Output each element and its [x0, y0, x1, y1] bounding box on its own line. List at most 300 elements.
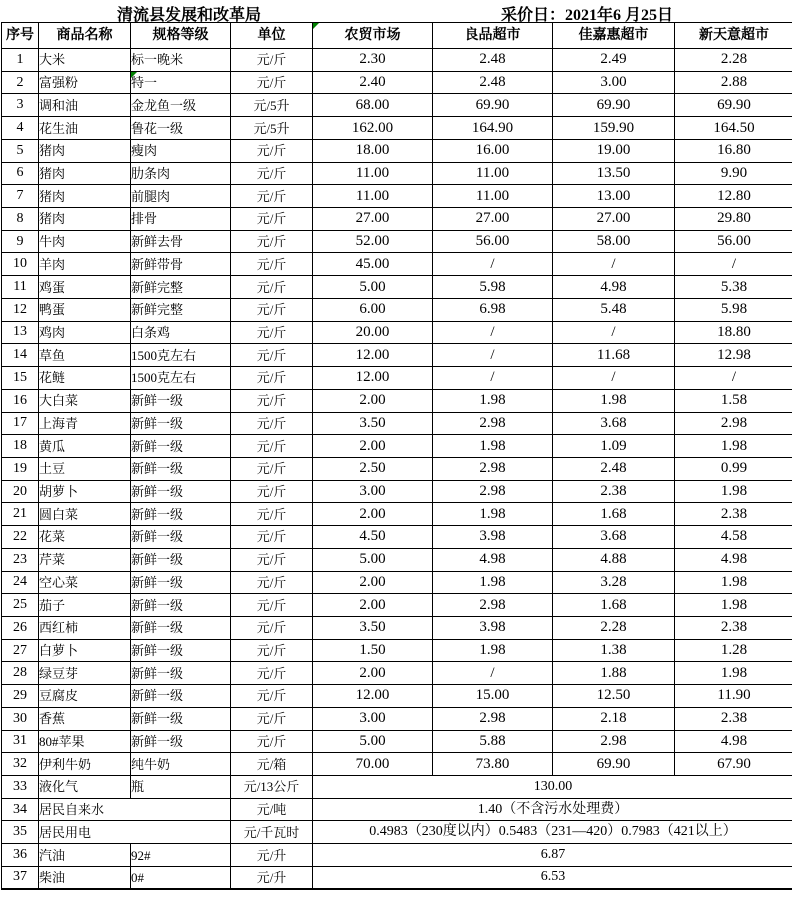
table-row: [2, 253, 792, 276]
cell-price-liangpin-supermarket: 73.80: [433, 753, 553, 776]
cell-price-liangpin-supermarket: 2.48: [433, 71, 553, 94]
cell-price-xintianyi-supermarket: 1.98: [675, 594, 792, 617]
cell-index: 25: [2, 594, 39, 617]
cell-price-xintianyi-supermarket: 56.00: [675, 230, 792, 253]
cell-unit: 元/5升: [231, 94, 313, 117]
cell-product-name: 花生油: [39, 117, 131, 140]
document-header: [0, 0, 792, 22]
cell-spec-grade: 排骨: [131, 208, 231, 231]
cell-spec-grade: 肋条肉: [131, 162, 231, 185]
cell-price-liangpin-supermarket: 6.98: [433, 298, 553, 321]
cell-price-jiajiahui-supermarket: 5.48: [553, 298, 675, 321]
cell-unit: 元/吨: [231, 798, 313, 821]
cell-price-liangpin-supermarket: 1.98: [433, 389, 553, 412]
cell-price-farmers-market: 11.00: [313, 162, 433, 185]
cell-price-farmers-market: 3.00: [313, 480, 433, 503]
cell-merged-price: 0.4983（230度以内）0.5483（231—420）0.7983（421以上）: [313, 821, 792, 844]
cell-unit: 元/斤: [231, 594, 313, 617]
cell-price-xintianyi-supermarket: 2.38: [675, 616, 792, 639]
cell-unit: 元/斤: [231, 730, 313, 753]
cell-product-name: 草鱼: [39, 344, 131, 367]
table-row: [2, 707, 792, 730]
cell-unit: 元/斤: [231, 321, 313, 344]
table-row: [2, 321, 792, 344]
cell-price-liangpin-supermarket: 69.90: [433, 94, 553, 117]
table-row: [2, 457, 792, 480]
cell-index: 9: [2, 230, 39, 253]
cell-unit: 元/斤: [231, 548, 313, 571]
cell-price-xintianyi-supermarket: 5.38: [675, 276, 792, 299]
cell-product-name: 鸡蛋: [39, 276, 131, 299]
table-row: [2, 730, 792, 753]
table-row: [2, 753, 792, 776]
cell-price-jiajiahui-supermarket: 1.68: [553, 503, 675, 526]
cell-unit: 元/斤: [231, 526, 313, 549]
cell-price-jiajiahui-supermarket: /: [553, 253, 675, 276]
cell-unit: 元/斤: [231, 616, 313, 639]
cell-price-xintianyi-supermarket: 12.98: [675, 344, 792, 367]
cell-index: 2: [2, 71, 39, 94]
cell-unit: 元/斤: [231, 185, 313, 208]
cell-spec-grade: 新鲜一级: [131, 662, 231, 685]
cell-index: 18: [2, 435, 39, 458]
cell-unit: 元/斤: [231, 230, 313, 253]
cell-index: 11: [2, 276, 39, 299]
cell-index: 10: [2, 253, 39, 276]
cell-index: 21: [2, 503, 39, 526]
table-row: [2, 594, 792, 617]
header-row: [2, 23, 792, 49]
cell-price-liangpin-supermarket: 1.98: [433, 639, 553, 662]
cell-merged-price: 6.53: [313, 866, 792, 889]
cell-price-xintianyi-supermarket: 164.50: [675, 117, 792, 140]
cell-price-jiajiahui-supermarket: 2.48: [553, 457, 675, 480]
cell-spec-grade: 新鲜一级: [131, 594, 231, 617]
cell-price-xintianyi-supermarket: 67.90: [675, 753, 792, 776]
cell-price-farmers-market: 12.00: [313, 344, 433, 367]
table-row: [2, 71, 792, 94]
cell-price-xintianyi-supermarket: 1.58: [675, 389, 792, 412]
cell-price-jiajiahui-supermarket: 1.09: [553, 435, 675, 458]
table-row: [2, 185, 792, 208]
col-header-jiajiahui-supermarket: 佳嘉惠超市: [553, 23, 675, 49]
cell-price-liangpin-supermarket: 15.00: [433, 685, 553, 708]
cell-spec-grade: 新鲜带骨: [131, 253, 231, 276]
green-triangle-icon: [313, 23, 319, 29]
cell-product-name: 猪肉: [39, 139, 131, 162]
col-header-spec-grade: 规格等级: [131, 23, 231, 49]
table-row: [2, 639, 792, 662]
cell-price-jiajiahui-supermarket: 69.90: [553, 94, 675, 117]
cell-spec-grade: 新鲜一级: [131, 616, 231, 639]
table-row: [2, 298, 792, 321]
table-row: [2, 821, 792, 844]
cell-spec-grade: 新鲜完整: [131, 276, 231, 299]
cell-price-xintianyi-supermarket: 12.80: [675, 185, 792, 208]
cell-index: 17: [2, 412, 39, 435]
cell-price-farmers-market: 3.50: [313, 616, 433, 639]
cell-unit: 元/斤: [231, 639, 313, 662]
cell-price-farmers-market: 2.00: [313, 571, 433, 594]
cell-spec-grade: 1500克左右: [131, 367, 231, 390]
cell-price-jiajiahui-supermarket: 3.68: [553, 526, 675, 549]
cell-product-name: 上海青: [39, 412, 131, 435]
cell-index: 29: [2, 685, 39, 708]
price-table-body: [2, 49, 792, 890]
table-row: [2, 344, 792, 367]
cell-price-liangpin-supermarket: /: [433, 367, 553, 390]
cell-product-name: 茄子: [39, 594, 131, 617]
cell-product-name: 猪肉: [39, 162, 131, 185]
cell-index: 31: [2, 730, 39, 753]
cell-index: 36: [2, 844, 39, 867]
cell-spec-grade: 新鲜一级: [131, 707, 231, 730]
cell-product-name: 胡萝卜: [39, 480, 131, 503]
col-header-product-name: 商品名称: [39, 23, 131, 49]
cell-price-xintianyi-supermarket: 4.98: [675, 730, 792, 753]
table-row: [2, 117, 792, 140]
cell-index: 16: [2, 389, 39, 412]
table-row: [2, 480, 792, 503]
cell-price-xintianyi-supermarket: 69.90: [675, 94, 792, 117]
cell-unit: 元/斤: [231, 389, 313, 412]
cell-price-jiajiahui-supermarket: /: [553, 321, 675, 344]
cell-product-name: 80#苹果: [39, 730, 131, 753]
cell-unit: 元/斤: [231, 412, 313, 435]
cell-spec-grade: 特一: [131, 71, 231, 94]
table-row: [2, 162, 792, 185]
cell-product-name: 羊肉: [39, 253, 131, 276]
cell-unit: 元/斤: [231, 71, 313, 94]
cell-index: 1: [2, 49, 39, 72]
cell-price-jiajiahui-supermarket: 4.88: [553, 548, 675, 571]
table-row: [2, 526, 792, 549]
cell-price-xintianyi-supermarket: 18.80: [675, 321, 792, 344]
cell-price-farmers-market: 12.00: [313, 685, 433, 708]
cell-product-name: 西红柿: [39, 616, 131, 639]
cell-price-jiajiahui-supermarket: 58.00: [553, 230, 675, 253]
cell-index: 12: [2, 298, 39, 321]
cell-product-name: 猪肉: [39, 208, 131, 231]
cell-index: 32: [2, 753, 39, 776]
table-row: [2, 139, 792, 162]
cell-spec-grade: 瓶: [131, 776, 231, 799]
cell-merged-price: 1.40（不含污水处理费）: [313, 798, 792, 821]
cell-price-liangpin-supermarket: /: [433, 344, 553, 367]
cell-spec-grade: 新鲜一级: [131, 457, 231, 480]
cell-price-farmers-market: 2.00: [313, 389, 433, 412]
cell-product-name: 居民自来水: [39, 798, 231, 821]
cell-price-xintianyi-supermarket: 1.98: [675, 435, 792, 458]
survey-date: 采价日：2021年6 月25日: [501, 7, 674, 24]
table-row: [2, 94, 792, 117]
cell-price-farmers-market: 2.00: [313, 435, 433, 458]
cell-product-name: 圆白菜: [39, 503, 131, 526]
cell-price-jiajiahui-supermarket: 2.28: [553, 616, 675, 639]
table-row: [2, 866, 792, 889]
cell-index: 35: [2, 821, 39, 844]
cell-unit: 元/斤: [231, 685, 313, 708]
cell-unit: 元/斤: [231, 162, 313, 185]
cell-spec-grade: 纯牛奶: [131, 753, 231, 776]
cell-price-farmers-market: 2.30: [313, 49, 433, 72]
cell-price-liangpin-supermarket: /: [433, 253, 553, 276]
cell-unit: 元/斤: [231, 253, 313, 276]
cell-spec-grade: 前腿肉: [131, 185, 231, 208]
cell-price-jiajiahui-supermarket: 27.00: [553, 208, 675, 231]
cell-price-farmers-market: 2.00: [313, 594, 433, 617]
cell-unit: 元/斤: [231, 571, 313, 594]
cell-product-name: 牛肉: [39, 230, 131, 253]
cell-price-liangpin-supermarket: 3.98: [433, 526, 553, 549]
table-row: [2, 503, 792, 526]
cell-price-farmers-market: 20.00: [313, 321, 433, 344]
table-row: [2, 208, 792, 231]
col-header-liangpin-supermarket: 良品超市: [433, 23, 553, 49]
cell-spec-grade: 1500克左右: [131, 344, 231, 367]
cell-price-farmers-market: 4.50: [313, 526, 433, 549]
cell-spec-grade: 鲁花一级: [131, 117, 231, 140]
cell-price-xintianyi-supermarket: 2.28: [675, 49, 792, 72]
cell-product-name: 花鲢: [39, 367, 131, 390]
cell-price-farmers-market: 18.00: [313, 139, 433, 162]
cell-spec-grade: 新鲜一级: [131, 480, 231, 503]
cell-price-xintianyi-supermarket: 11.90: [675, 685, 792, 708]
cell-price-liangpin-supermarket: 164.90: [433, 117, 553, 140]
cell-price-jiajiahui-supermarket: 1.98: [553, 389, 675, 412]
cell-price-farmers-market: 5.00: [313, 548, 433, 571]
cell-price-farmers-market: 12.00: [313, 367, 433, 390]
cell-index: 26: [2, 616, 39, 639]
cell-index: 6: [2, 162, 39, 185]
cell-price-xintianyi-supermarket: 1.98: [675, 480, 792, 503]
cell-price-liangpin-supermarket: 27.00: [433, 208, 553, 231]
cell-price-liangpin-supermarket: 11.00: [433, 185, 553, 208]
cell-spec-grade: 新鲜去骨: [131, 230, 231, 253]
cell-price-xintianyi-supermarket: 1.28: [675, 639, 792, 662]
cell-unit: 元/斤: [231, 208, 313, 231]
cell-unit: 元/斤: [231, 457, 313, 480]
cell-product-name: 空心菜: [39, 571, 131, 594]
table-row: [2, 662, 792, 685]
cell-price-jiajiahui-supermarket: 19.00: [553, 139, 675, 162]
cell-price-xintianyi-supermarket: /: [675, 253, 792, 276]
cell-price-farmers-market: 2.00: [313, 662, 433, 685]
table-row: [2, 685, 792, 708]
cell-price-jiajiahui-supermarket: 2.49: [553, 49, 675, 72]
cell-price-jiajiahui-supermarket: 1.68: [553, 594, 675, 617]
cell-price-farmers-market: 45.00: [313, 253, 433, 276]
table-row: [2, 389, 792, 412]
cell-price-xintianyi-supermarket: 1.98: [675, 662, 792, 685]
cell-product-name: 柴油: [39, 866, 131, 889]
col-header-farmers-market: 农贸市场: [313, 23, 433, 49]
cell-price-liangpin-supermarket: 56.00: [433, 230, 553, 253]
cell-unit: 元/斤: [231, 139, 313, 162]
cell-price-liangpin-supermarket: 2.98: [433, 480, 553, 503]
cell-price-farmers-market: 5.00: [313, 730, 433, 753]
cell-product-name: 调和油: [39, 94, 131, 117]
cell-price-liangpin-supermarket: 16.00: [433, 139, 553, 162]
cell-price-xintianyi-supermarket: 2.98: [675, 412, 792, 435]
cell-product-name: 伊利牛奶: [39, 753, 131, 776]
cell-price-liangpin-supermarket: /: [433, 662, 553, 685]
cell-price-liangpin-supermarket: 1.98: [433, 571, 553, 594]
cell-price-jiajiahui-supermarket: 2.18: [553, 707, 675, 730]
cell-unit: 元/斤: [231, 276, 313, 299]
table-row: [2, 367, 792, 390]
cell-price-farmers-market: 11.00: [313, 185, 433, 208]
cell-unit: 元/13公斤: [231, 776, 313, 799]
cell-price-jiajiahui-supermarket: 159.90: [553, 117, 675, 140]
cell-spec-grade: 0#: [131, 866, 231, 889]
cell-price-farmers-market: 70.00: [313, 753, 433, 776]
cell-spec-grade: 新鲜一级: [131, 548, 231, 571]
cell-price-xintianyi-supermarket: 9.90: [675, 162, 792, 185]
cell-index: 7: [2, 185, 39, 208]
cell-price-liangpin-supermarket: 3.98: [433, 616, 553, 639]
cell-price-xintianyi-supermarket: /: [675, 367, 792, 390]
cell-index: 13: [2, 321, 39, 344]
cell-index: 30: [2, 707, 39, 730]
cell-price-farmers-market: 52.00: [313, 230, 433, 253]
cell-spec-grade: 瘦肉: [131, 139, 231, 162]
cell-price-farmers-market: 2.00: [313, 503, 433, 526]
cell-merged-price: 6.87: [313, 844, 792, 867]
cell-price-jiajiahui-supermarket: /: [553, 367, 675, 390]
cell-product-name: 鸡肉: [39, 321, 131, 344]
cell-spec-grade: 新鲜一级: [131, 639, 231, 662]
cell-spec-grade: 新鲜一级: [131, 526, 231, 549]
cell-price-liangpin-supermarket: 2.98: [433, 707, 553, 730]
cell-price-xintianyi-supermarket: 2.38: [675, 503, 792, 526]
cell-product-name: 大米: [39, 49, 131, 72]
cell-merged-price: 130.00: [313, 776, 792, 799]
cell-price-xintianyi-supermarket: 1.98: [675, 571, 792, 594]
cell-price-jiajiahui-supermarket: 3.28: [553, 571, 675, 594]
cell-price-liangpin-supermarket: 2.98: [433, 594, 553, 617]
cell-spec-grade: 新鲜一级: [131, 412, 231, 435]
cell-product-name: 芹菜: [39, 548, 131, 571]
cell-price-liangpin-supermarket: 4.98: [433, 548, 553, 571]
table-row: [2, 616, 792, 639]
cell-product-name: 黄瓜: [39, 435, 131, 458]
cell-unit: 元/斤: [231, 367, 313, 390]
cell-price-liangpin-supermarket: 1.98: [433, 503, 553, 526]
col-header-index: 序号: [2, 23, 39, 49]
table-row: [2, 776, 792, 799]
cell-product-name: 土豆: [39, 457, 131, 480]
cell-price-liangpin-supermarket: /: [433, 321, 553, 344]
cell-unit: 元/5升: [231, 117, 313, 140]
cell-product-name: 豆腐皮: [39, 685, 131, 708]
cell-price-jiajiahui-supermarket: 2.38: [553, 480, 675, 503]
cell-price-jiajiahui-supermarket: 4.98: [553, 276, 675, 299]
cell-index: 4: [2, 117, 39, 140]
org-title: 清流县发展和改革局: [117, 7, 262, 24]
cell-product-name: 液化气: [39, 776, 131, 799]
cell-spec-grade: 新鲜一级: [131, 435, 231, 458]
cell-price-jiajiahui-supermarket: 3.68: [553, 412, 675, 435]
cell-price-farmers-market: 3.50: [313, 412, 433, 435]
cell-spec-grade: 新鲜一级: [131, 571, 231, 594]
cell-price-jiajiahui-supermarket: 11.68: [553, 344, 675, 367]
cell-product-name: 居民用电: [39, 821, 231, 844]
table-row: [2, 798, 792, 821]
cell-unit: 元/斤: [231, 435, 313, 458]
cell-price-liangpin-supermarket: 11.00: [433, 162, 553, 185]
cell-index: 22: [2, 526, 39, 549]
cell-price-xintianyi-supermarket: 5.98: [675, 298, 792, 321]
cell-price-jiajiahui-supermarket: 3.00: [553, 71, 675, 94]
cell-index: 3: [2, 94, 39, 117]
cell-price-xintianyi-supermarket: 2.38: [675, 707, 792, 730]
cell-product-name: 白萝卜: [39, 639, 131, 662]
table-row: [2, 844, 792, 867]
price-table: [1, 22, 792, 890]
cell-unit: 元/斤: [231, 662, 313, 685]
cell-spec-grade: 标一晚米: [131, 49, 231, 72]
cell-unit: 元/斤: [231, 503, 313, 526]
cell-unit: 元/千瓦时: [231, 821, 313, 844]
cell-unit: 元/斤: [231, 298, 313, 321]
cell-price-liangpin-supermarket: 2.98: [433, 412, 553, 435]
cell-price-liangpin-supermarket: 2.98: [433, 457, 553, 480]
green-triangle-icon: [131, 72, 137, 78]
cell-price-liangpin-supermarket: 5.88: [433, 730, 553, 753]
cell-unit: 元/箱: [231, 753, 313, 776]
cell-index: 37: [2, 866, 39, 889]
table-row: [2, 49, 792, 72]
cell-index: 8: [2, 208, 39, 231]
cell-spec-grade: 金龙鱼一级: [131, 94, 231, 117]
cell-price-xintianyi-supermarket: 29.80: [675, 208, 792, 231]
cell-spec-grade: 白条鸡: [131, 321, 231, 344]
cell-price-jiajiahui-supermarket: 1.38: [553, 639, 675, 662]
cell-price-jiajiahui-supermarket: 13.50: [553, 162, 675, 185]
cell-index: 14: [2, 344, 39, 367]
cell-unit: 元/斤: [231, 344, 313, 367]
cell-index: 34: [2, 798, 39, 821]
cell-price-liangpin-supermarket: 2.48: [433, 49, 553, 72]
cell-unit: 元/斤: [231, 707, 313, 730]
cell-product-name: 猪肉: [39, 185, 131, 208]
cell-price-xintianyi-supermarket: 4.98: [675, 548, 792, 571]
cell-price-jiajiahui-supermarket: 2.98: [553, 730, 675, 753]
cell-index: 19: [2, 457, 39, 480]
cell-product-name: 鸭蛋: [39, 298, 131, 321]
cell-index: 24: [2, 571, 39, 594]
cell-index: 27: [2, 639, 39, 662]
cell-price-farmers-market: 1.50: [313, 639, 433, 662]
cell-spec-grade: 新鲜一级: [131, 389, 231, 412]
table-row: [2, 571, 792, 594]
cell-spec-grade: 新鲜一级: [131, 503, 231, 526]
cell-unit: 元/斤: [231, 49, 313, 72]
cell-price-farmers-market: 2.50: [313, 457, 433, 480]
cell-price-xintianyi-supermarket: 0.99: [675, 457, 792, 480]
cell-price-liangpin-supermarket: 1.98: [433, 435, 553, 458]
cell-unit: 元/斤: [231, 480, 313, 503]
cell-index: 33: [2, 776, 39, 799]
cell-index: 23: [2, 548, 39, 571]
cell-product-name: 花菜: [39, 526, 131, 549]
cell-price-xintianyi-supermarket: 2.88: [675, 71, 792, 94]
cell-product-name: 汽油: [39, 844, 131, 867]
cell-index: 5: [2, 139, 39, 162]
cell-product-name: 富强粉: [39, 71, 131, 94]
cell-index: 28: [2, 662, 39, 685]
